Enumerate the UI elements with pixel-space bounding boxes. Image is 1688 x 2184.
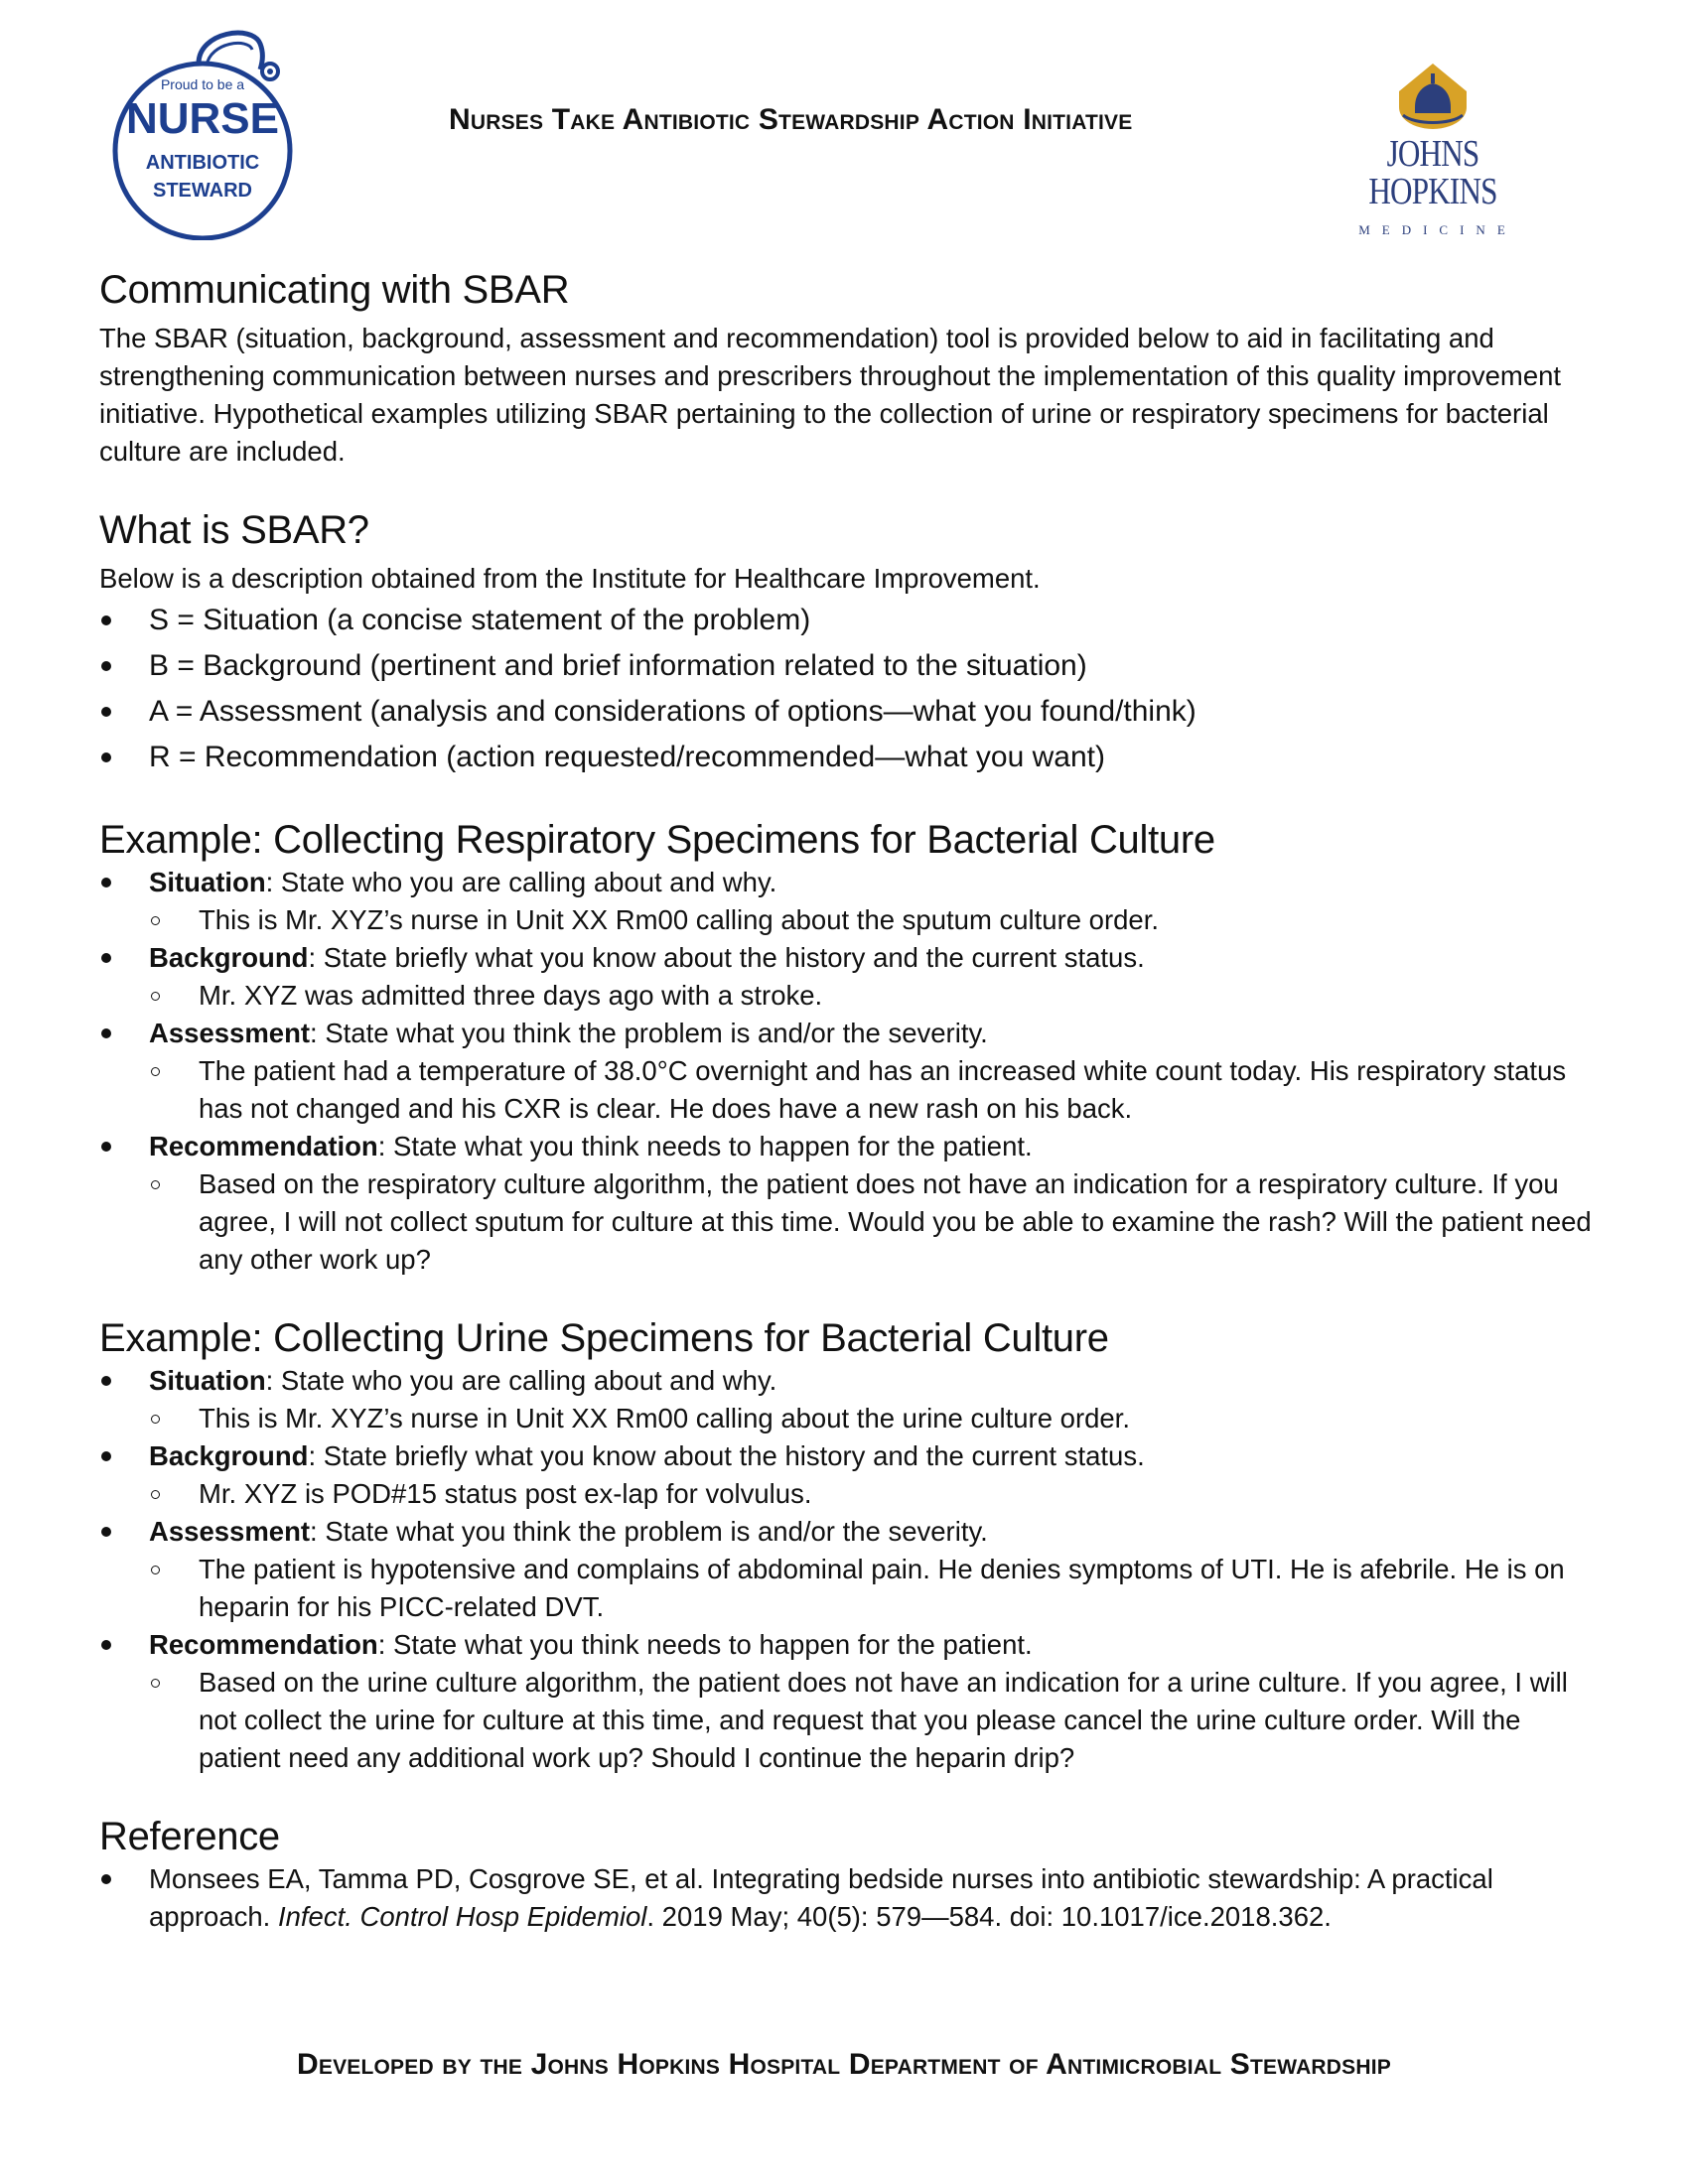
respiratory-example-section [99, 816, 1599, 1279]
resp-background-detail: Mr. XYZ was admitted three days ago with a stroke. [99, 977, 1599, 1015]
resp-situation [99, 864, 1599, 901]
resp-recommendation-term: Recommendation [149, 1131, 378, 1161]
resp-assessment-detail: The patient had a temperature of 38.0°C overnight and has an increased white count today. His respiratory status has not changed and his CXR is clear. He does have a new rash on his back. [99, 1052, 1599, 1128]
respiratory-example-heading: Example: Collecting Respiratory Specimens for Bacterial Culture [99, 818, 1215, 862]
resp-recommendation-desc: : State what you think needs to happen for the patient. [377, 1131, 1033, 1161]
badge-line-4: STEWARD [153, 180, 252, 202]
urine-background-desc: : State briefly what you know about the history and the current status. [308, 1440, 1145, 1471]
urine-example-heading: Example: Collecting Urine Specimens for Bacterial Culture [99, 1316, 1109, 1360]
reference-item [99, 1860, 1599, 1936]
reference-citation: . 2019 May; 40(5): 579—584. doi: 10.1017/ice.2018.362. [646, 1901, 1332, 1932]
initiative-title [449, 103, 1243, 137]
reference-heading: Reference [99, 1815, 280, 1858]
reference-journal: Infect. Control Hosp Epidemiol [277, 1901, 647, 1932]
resp-background-term: Background [149, 942, 309, 973]
footer-credit-text: Developed by the Johns Hopkins Hospital Department of Antimicrobial Stewardship [297, 2048, 1391, 2081]
badge-logo-icon [103, 22, 302, 240]
urine-situation-detail: This is Mr. XYZ’s nurse in Unit XX Rm00 calling about the urine culture order. [99, 1400, 1599, 1437]
resp-recommendation-sub [99, 1165, 1599, 1279]
sbar-definition-list [99, 598, 1599, 780]
initiative-title-text: Nurses Take Antibiotic Stewardship Action Initiative [449, 103, 1133, 136]
main-content [99, 266, 1599, 1936]
resp-background [99, 939, 1599, 977]
urine-example-section [99, 1314, 1599, 1777]
badge-line-2: NURSE [125, 94, 280, 143]
what-is-sbar-text: Below is a description obtained from the Institute for Healthcare Improvement. [99, 563, 1041, 594]
urine-assessment-sub [99, 1551, 1599, 1626]
sbar-item-s: S = Situation (a concise statement of the problem) [99, 598, 1599, 643]
urine-recommendation-desc: : State what you think needs to happen for the patient. [377, 1629, 1033, 1660]
resp-situation-sub [99, 901, 1599, 939]
reference-section [99, 1813, 1599, 1936]
badge-line-1: Proud to be a [160, 76, 245, 92]
urine-assessment-detail: The patient is hypotensive and complains of abdominal pain. He denies symptoms of UTI. He is afebrile. He is on heparin for his PICC-related DVT. [99, 1551, 1599, 1626]
johns-hopkins-logo [1309, 62, 1557, 237]
urine-assessment [99, 1513, 1599, 1551]
urine-background [99, 1437, 1599, 1475]
what-is-sbar-section [99, 506, 1599, 780]
badge-line-3: ANTIBIOTIC [145, 152, 260, 174]
sbar-item-a: A = Assessment (analysis and considerations of options—what you found/think) [99, 689, 1599, 735]
intro-text: The SBAR (situation, background, assessment and recommendation) tool is provided below to aid in facilitating and strengthening communication between nurses and prescribers throughout the implementation of this quality improvement initiative. Hypothetical examples utilizing SBAR pertaining to the collection of urine or respiratory specimens for bacterial culture are included. [99, 323, 1562, 467]
intro-heading: Communicating with SBAR [99, 268, 570, 312]
urine-recommendation-detail: Based on the urine culture algorithm, the patient does not have an indication for a urine culture. If you agree, I will not collect the urine for culture at this time, and request that you please cancel the urine culture order. Will the patient need any additional work up? Should I continue the heparin drip? [99, 1664, 1599, 1777]
resp-background-sub [99, 977, 1599, 1015]
resp-situation-detail: This is Mr. XYZ’s nurse in Unit XX Rm00 calling about the sputum culture order. [99, 901, 1599, 939]
logo-name: JOHNS HOPKINS [1368, 133, 1497, 212]
reference-list [99, 1860, 1599, 1936]
nurse-steward-badge [103, 22, 302, 240]
footer-credit [0, 2048, 1688, 2082]
respiratory-sbar-list [99, 864, 1599, 1279]
logo-subtitle: MEDICINE [1358, 222, 1517, 237]
urine-situation-desc: : State who you are calling about and why. [265, 1365, 777, 1396]
urine-background-detail: Mr. XYZ is POD#15 status post ex-lap for volvulus. [99, 1475, 1599, 1513]
sbar-item-b: B = Background (pertinent and brief information related to the situation) [99, 643, 1599, 689]
resp-assessment-term: Assessment [149, 1018, 311, 1048]
resp-situation-term: Situation [149, 867, 266, 897]
urine-assessment-term: Assessment [149, 1516, 311, 1547]
resp-recommendation [99, 1128, 1599, 1165]
urine-background-term: Background [149, 1440, 309, 1471]
resp-background-desc: : State briefly what you know about the history and the current status. [308, 942, 1145, 973]
urine-recommendation-sub [99, 1664, 1599, 1777]
urine-recommendation-term: Recommendation [149, 1629, 378, 1660]
intro-section [99, 266, 1599, 471]
urine-situation-term: Situation [149, 1365, 266, 1396]
reference-authors-title: Monsees EA, Tamma PD, Cosgrove SE, et al. Integrating bedside nurses into antibiotic stewardship: A practical approach. [149, 1863, 1493, 1932]
urine-recommendation [99, 1626, 1599, 1664]
dome-shield-icon [1393, 62, 1473, 131]
resp-recommendation-detail: Based on the respiratory culture algorithm, the patient does not have an indication for a respiratory culture. If you agree, I will not collect sputum for culture at this time. Would you be able to examine the rash? Will the patient need any other work up? [99, 1165, 1599, 1279]
urine-situation-sub [99, 1400, 1599, 1437]
urine-situation [99, 1362, 1599, 1400]
urine-sbar-list [99, 1362, 1599, 1777]
resp-assessment-desc: : State what you think the problem is and/or the severity. [310, 1018, 988, 1048]
resp-assessment-sub [99, 1052, 1599, 1128]
resp-assessment [99, 1015, 1599, 1052]
sbar-item-r: R = Recommendation (action requested/recommended—what you want) [99, 735, 1599, 780]
urine-assessment-desc: : State what you think the problem is and/or the severity. [310, 1516, 988, 1547]
urine-background-sub [99, 1475, 1599, 1513]
resp-situation-desc: : State who you are calling about and why. [265, 867, 777, 897]
what-is-sbar-heading: What is SBAR? [99, 508, 369, 552]
